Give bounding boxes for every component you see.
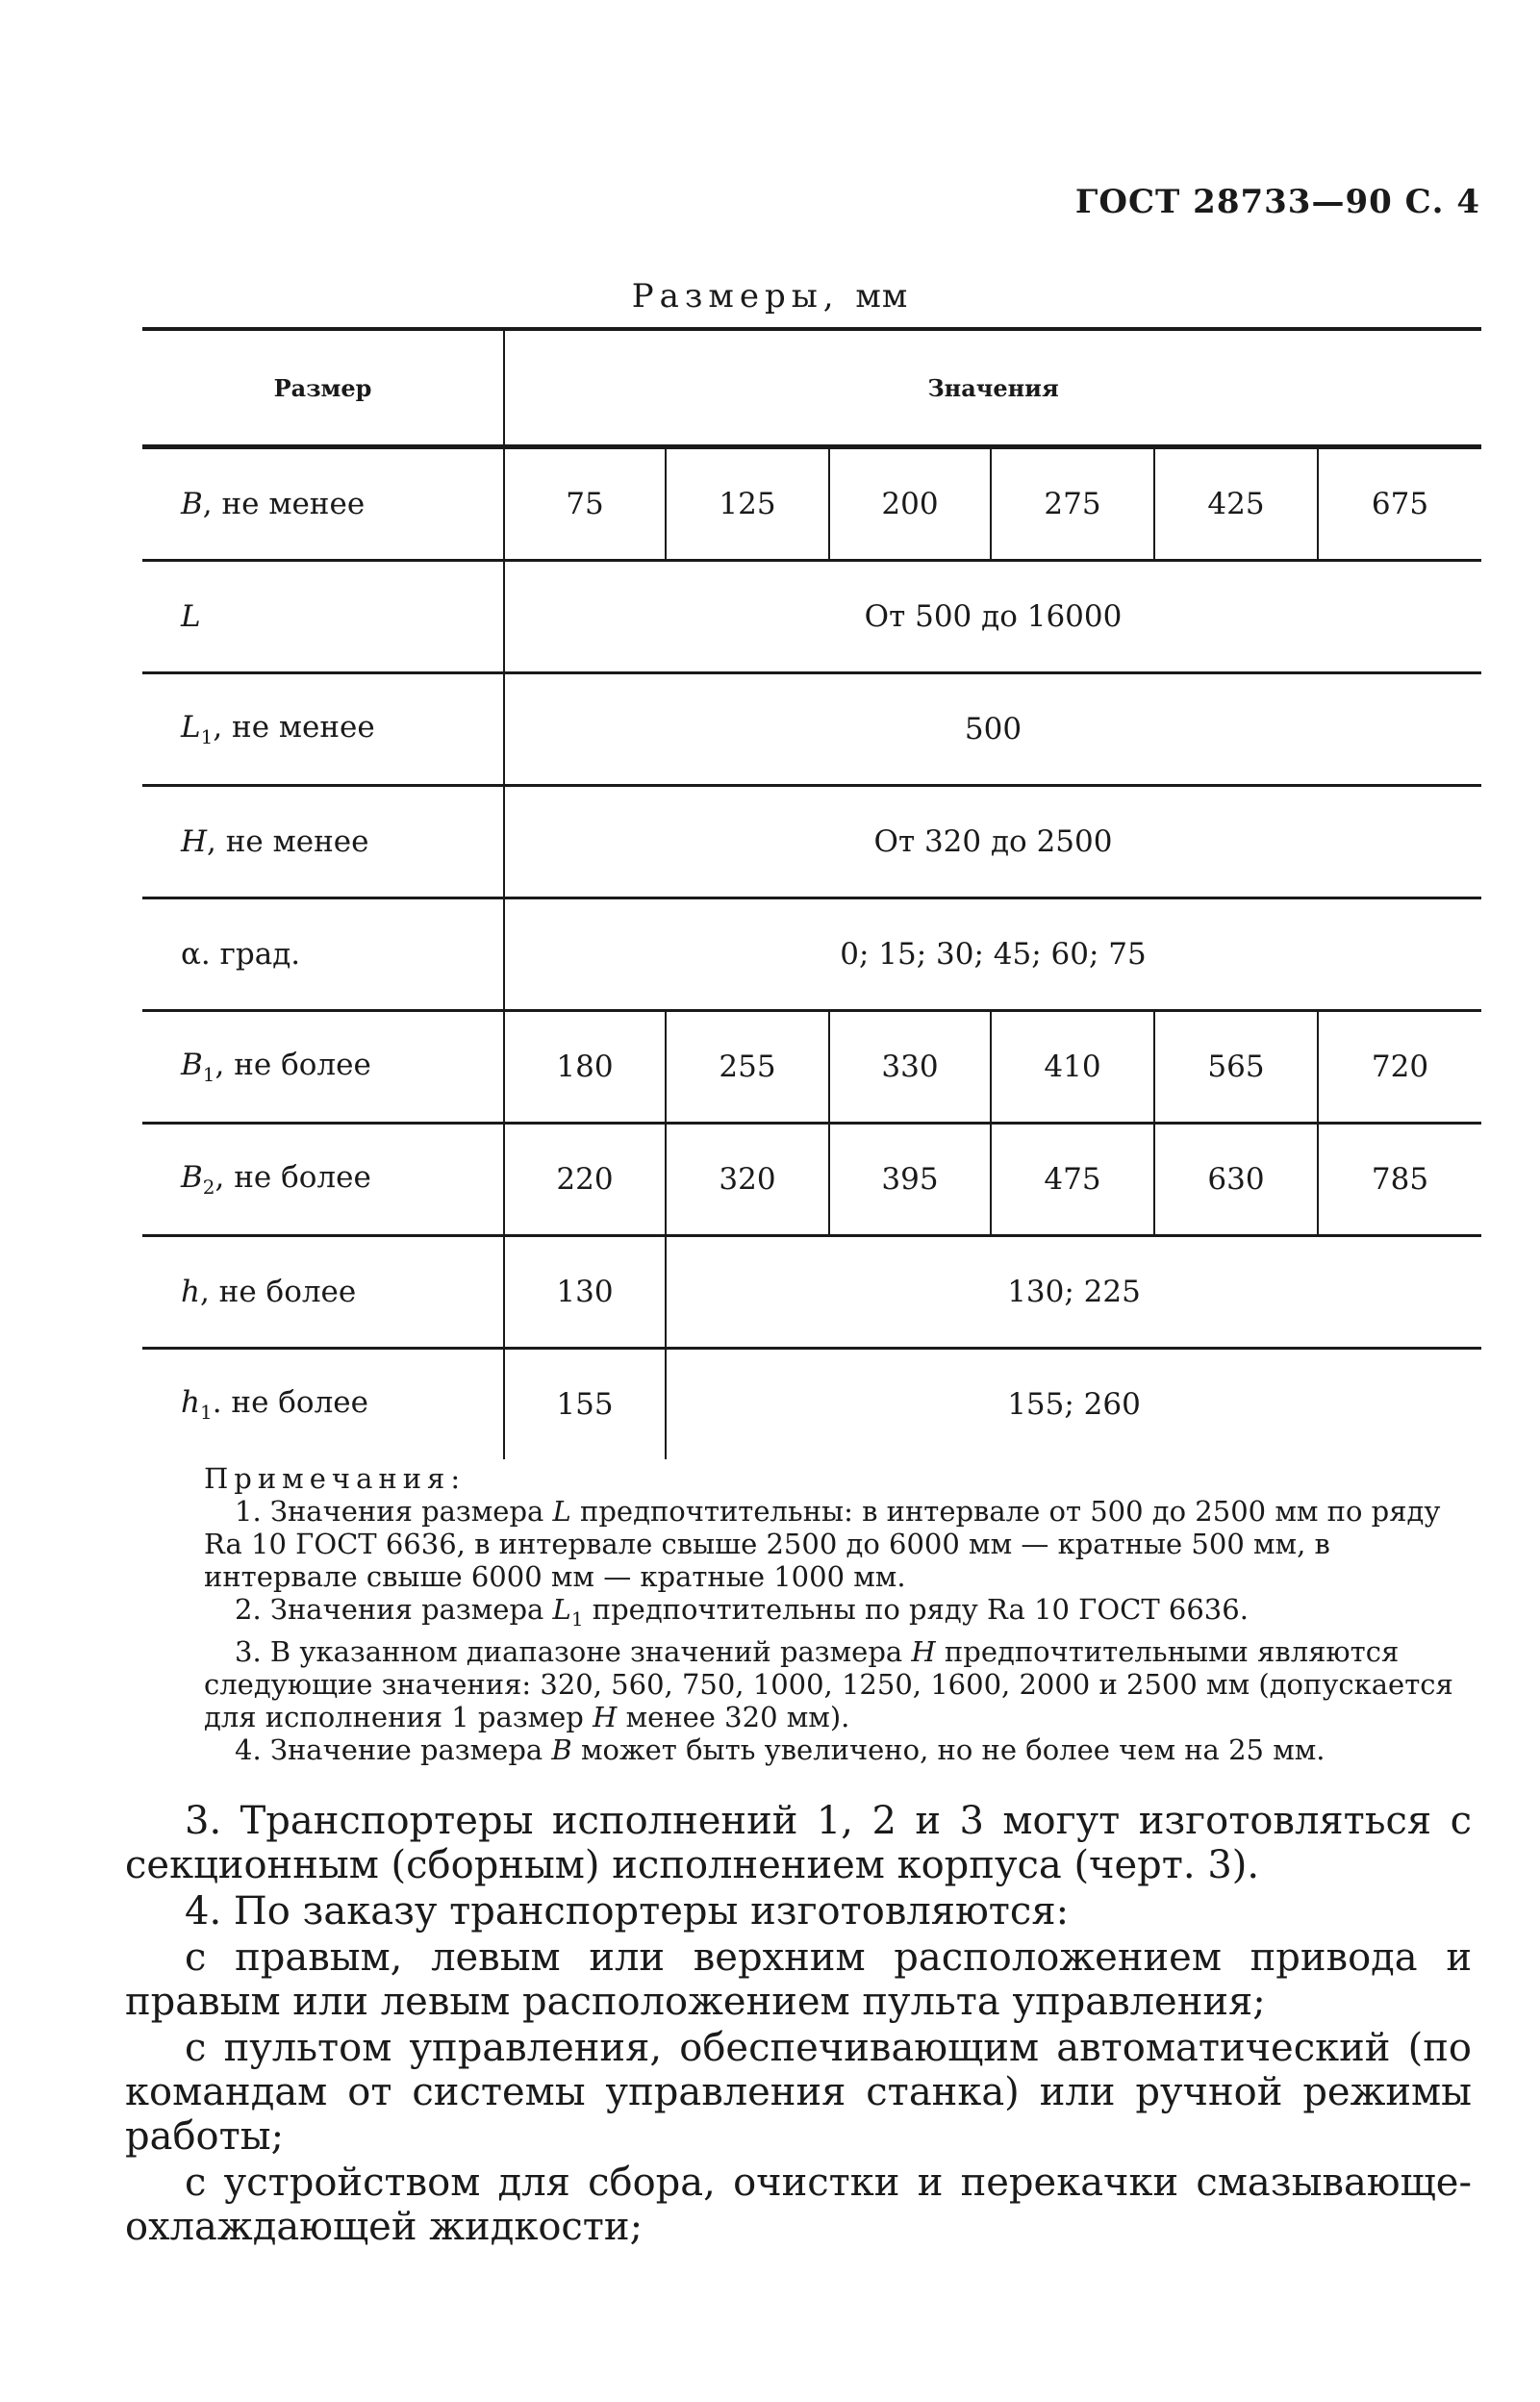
row-label-text: . не более [212, 1384, 368, 1420]
table-row [142, 1349, 1481, 1460]
table-caption [0, 277, 1540, 316]
row-label-text: , не более [215, 1047, 371, 1082]
table-cell: 425 [1154, 447, 1318, 561]
row-label-text: , не более [215, 1159, 371, 1195]
table-row [142, 1236, 1481, 1349]
note-2 [204, 1593, 1474, 1635]
note-3-symbol: H [911, 1634, 936, 1668]
row-label [142, 898, 504, 1011]
row-label-symbol: L [181, 599, 201, 634]
row-label-text: , не менее [213, 709, 375, 745]
row-label-subscript: 2 [202, 1176, 215, 1200]
row-label [142, 673, 504, 786]
row-label-symbol: h [181, 1384, 200, 1420]
notes-title: Примечания: [204, 1462, 467, 1495]
row-label [142, 1124, 504, 1236]
header-size: Размер [273, 373, 372, 402]
row-label-symbol: B [181, 487, 203, 521]
table-row [142, 561, 1481, 673]
row-label-subscript: 1 [199, 1401, 213, 1425]
row-label-text: , не более [199, 1275, 357, 1309]
table-cell: От 500 до 16000 [504, 561, 1481, 673]
paragraph-4: 4. По заказу транспортеры изготовляются: [185, 1889, 1070, 1934]
note-1-text-b: предпочтительны: в интервале от 500 до 2500 мм по ряду Ra 10 ГОСТ 6636, в интервале свыше 2500 до 6000 мм — кратные 500 мм, в интервале свыше 6000 мм — кратные 1000 мм. [204, 1495, 1441, 1593]
note-1 [204, 1495, 1474, 1593]
row-label-symbol: B [181, 1159, 203, 1195]
table-row [142, 447, 1481, 561]
table-cell: 395 [829, 1124, 991, 1236]
note-2-symbol: L [552, 1593, 571, 1626]
table-cell: 565 [1154, 1011, 1318, 1124]
table-caption-unit: мм [855, 277, 909, 316]
table-cell: 410 [991, 1011, 1154, 1124]
row-label [142, 786, 504, 898]
body-text [125, 1799, 1472, 2251]
note-3 [204, 1635, 1474, 1733]
table-cell: 180 [504, 1011, 666, 1124]
page-header: ГОСТ 28733—90 С. 4 [1074, 183, 1480, 221]
note-4 [204, 1733, 1474, 1766]
table-cell: 275 [991, 447, 1154, 561]
note-3-text-c: менее 320 мм). [617, 1700, 850, 1733]
table-row [142, 786, 1481, 898]
row-label-symbol: H [181, 824, 208, 859]
note-2-text-b: предпочтительны по ряду Ra 10 ГОСТ 6636. [583, 1593, 1249, 1626]
row-label-subscript: 1 [200, 725, 214, 749]
table-cell: 155 [504, 1349, 666, 1460]
table-header-row [142, 329, 1481, 447]
table-cell: 75 [504, 447, 666, 561]
note-4-text-a: 4. Значение размера [235, 1732, 552, 1766]
table-cell: 200 [829, 447, 991, 561]
table-row [142, 673, 1481, 786]
note-3-symbol-2: H [593, 1700, 618, 1733]
note-2-text-a: 2. Значения размера [235, 1593, 553, 1626]
table-cell: 155; 260 [666, 1349, 1481, 1460]
note-4-text-b: может быть увеличено, но не более чем на 25 мм. [571, 1732, 1325, 1766]
table-cell: 500 [504, 673, 1481, 786]
paragraph-4-item-3: с устройством для сбора, очистки и перекачки смазывающе-охлаждающей жидкости; [125, 2161, 1472, 2249]
note-4-symbol: B [551, 1732, 572, 1766]
row-label-subscript: 1 [202, 1063, 215, 1087]
table-cell: 720 [1318, 1011, 1481, 1124]
row-label [142, 561, 504, 673]
table-row [142, 1011, 1481, 1124]
table-cell: 785 [1318, 1124, 1481, 1236]
row-label-symbol: B [181, 1047, 203, 1082]
note-1-text-a: 1. Значения размера [235, 1495, 553, 1528]
table-cell: От 320 до 2500 [504, 786, 1481, 898]
table-row [142, 898, 1481, 1011]
note-2-subscript: 1 [570, 1606, 584, 1631]
row-label-text: , не менее [207, 824, 369, 859]
note-1-symbol: L [552, 1495, 571, 1528]
note-3-text-a: 3. В указанном диапазоне значений размера [235, 1634, 912, 1668]
row-label [142, 1236, 504, 1349]
row-label-text: α. град. [181, 937, 301, 972]
table-cell: 130; 225 [666, 1236, 1481, 1349]
paragraph-4-item-2: с пультом управления, обеспечивающим автоматический (по командам от системы управления станка) или ручной режимы работы; [125, 2026, 1472, 2159]
note-3-text-b: предпочтительными являются следующие значения: 320, 560, 750, 1000, 1250, 1600, 2000 и 2500 мм (допускается для исполнения 1 размер [204, 1634, 1453, 1733]
table-cell: 475 [991, 1124, 1154, 1236]
row-label-symbol: h [181, 1275, 200, 1309]
header-values: Значения [504, 329, 1481, 447]
table-cell: 0; 15; 30; 45; 60; 75 [504, 898, 1481, 1011]
dimensions-table [142, 327, 1481, 1459]
row-label-text: , не менее [202, 487, 366, 521]
table-cell: 255 [666, 1011, 829, 1124]
table-cell: 330 [829, 1011, 991, 1124]
table-cell: 675 [1318, 447, 1481, 561]
table-cell: 320 [666, 1124, 829, 1236]
paragraph-4-item-1: с правым, левым или верхним расположением привода и правым или левым расположением пульта управления; [125, 1935, 1472, 2024]
table-cell: 125 [666, 447, 829, 561]
table-row [142, 1124, 1481, 1236]
table-notes [204, 1462, 1474, 1766]
row-label [142, 1349, 504, 1460]
table-cell: 130 [504, 1236, 666, 1349]
row-label [142, 447, 504, 561]
table-caption-text: Размеры, [631, 277, 840, 316]
paragraph-3: 3. Транспортеры исполнений 1, 2 и 3 могут изготовляться с секционным (сборным) исполнением корпуса (черт. 3). [125, 1799, 1472, 1887]
row-label-symbol: L [181, 709, 201, 745]
table-cell: 630 [1154, 1124, 1318, 1236]
row-label [142, 1011, 504, 1124]
table-cell: 220 [504, 1124, 666, 1236]
